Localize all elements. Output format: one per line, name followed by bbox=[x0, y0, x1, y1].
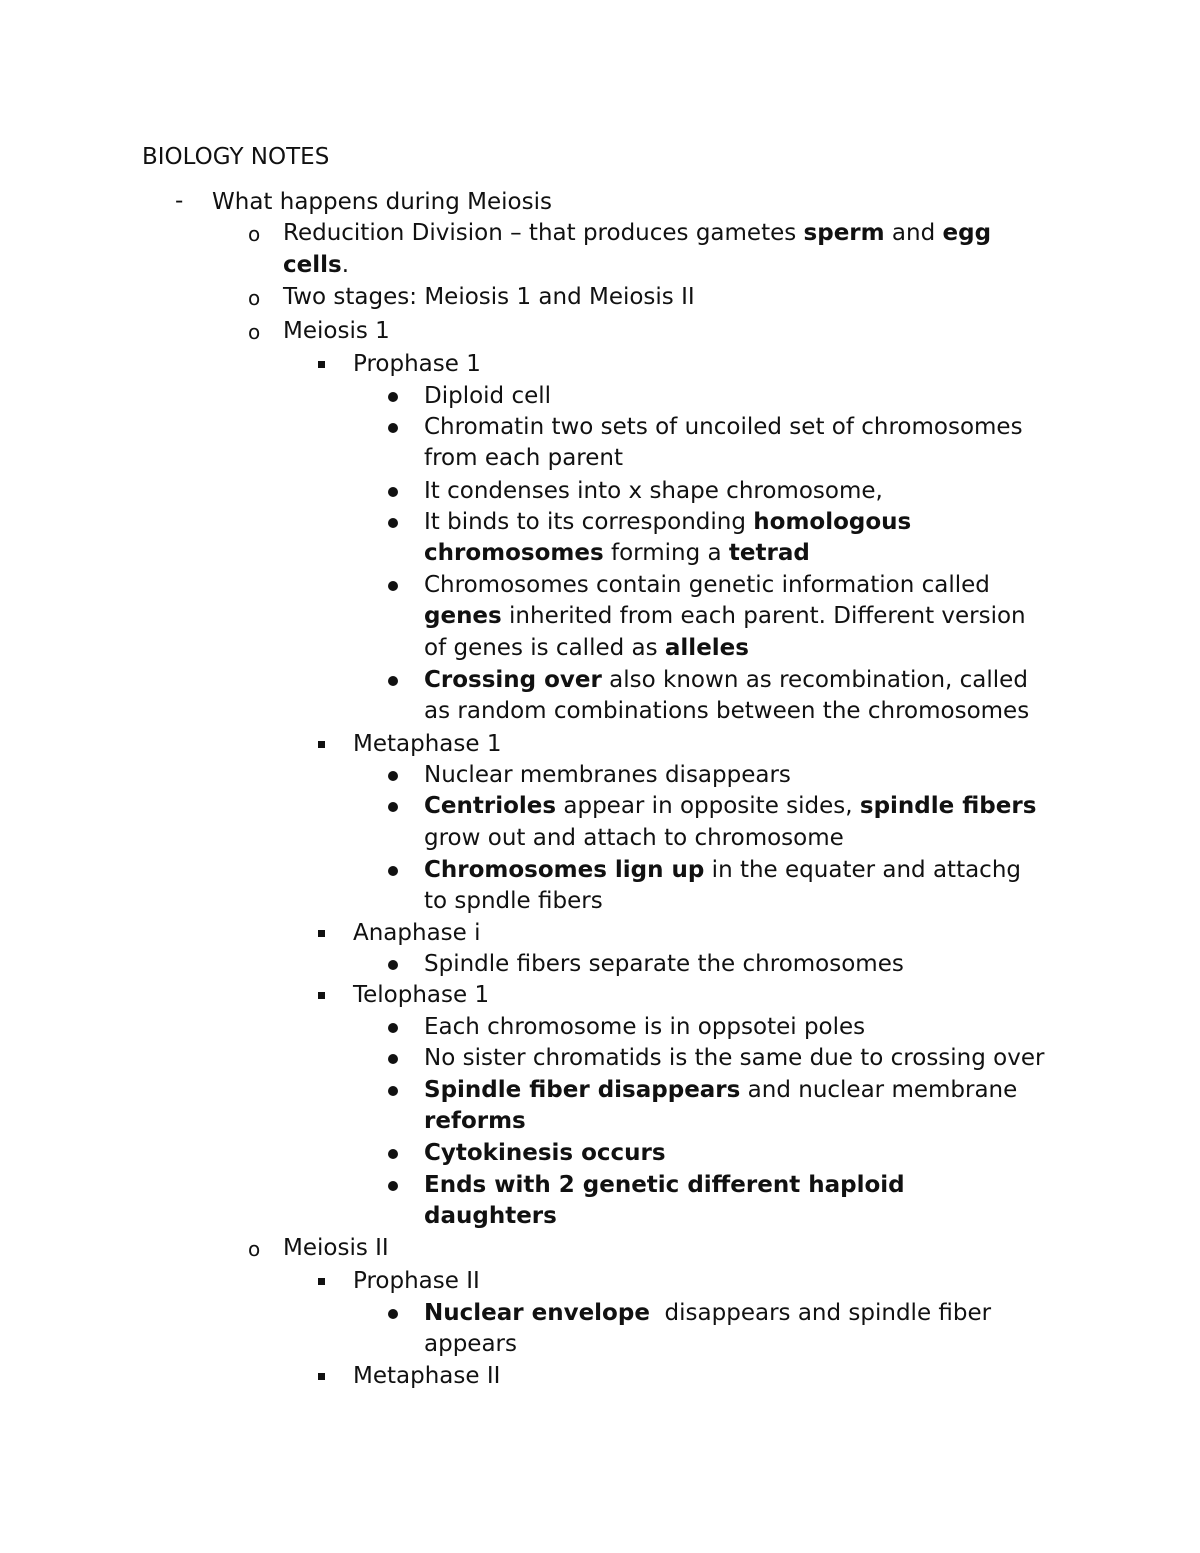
list-item bbox=[353, 349, 481, 381]
square-bullet-icon bbox=[318, 992, 325, 999]
text-run: Chromosomes contain genetic information called bbox=[424, 572, 990, 598]
list-item bbox=[353, 1266, 480, 1298]
list-item-continuation bbox=[283, 250, 349, 282]
text-run: and bbox=[884, 220, 943, 246]
bold-term: genes bbox=[424, 603, 502, 629]
text-run: Metaphase 1 bbox=[353, 731, 502, 757]
dot-bullet-icon bbox=[388, 802, 398, 812]
text-run: appears bbox=[424, 1331, 517, 1357]
list-item bbox=[424, 1138, 666, 1170]
text-run: Two stages: Meiosis 1 and Meiosis II bbox=[283, 284, 695, 310]
dot-bullet-icon bbox=[388, 1086, 398, 1096]
text-run: It condenses into x shape chromosome, bbox=[424, 478, 883, 504]
bold-term: chromosomes bbox=[424, 540, 604, 566]
dot-bullet-icon bbox=[388, 518, 398, 528]
dot-bullet-icon bbox=[388, 1181, 398, 1191]
list-item bbox=[424, 476, 883, 508]
bold-term: Spindle fiber disappears bbox=[424, 1077, 741, 1103]
bold-term: Chromosomes lign up bbox=[424, 857, 705, 883]
text-run: Meiosis 1 bbox=[283, 318, 390, 344]
dot-bullet-icon bbox=[388, 960, 398, 970]
text-run: Spindle fibers separate the chromosomes bbox=[424, 951, 904, 977]
text-run: grow out and attach to chromosome bbox=[424, 825, 844, 851]
circle-bullet-icon: o bbox=[248, 286, 261, 310]
dot-bullet-icon bbox=[388, 581, 398, 591]
list-item-continuation bbox=[424, 823, 844, 855]
list-item bbox=[424, 665, 1028, 697]
dot-bullet-icon bbox=[388, 1149, 398, 1159]
list-item bbox=[353, 918, 481, 950]
dot-bullet-icon bbox=[388, 487, 398, 497]
list-item-continuation bbox=[424, 1201, 557, 1233]
text-run: from each parent bbox=[424, 445, 624, 471]
bold-term: Ends with 2 genetic different haploid bbox=[424, 1172, 905, 1198]
list-item-continuation bbox=[424, 633, 749, 665]
list-item bbox=[424, 1075, 1017, 1107]
text-run: Prophase II bbox=[353, 1268, 480, 1294]
list-item bbox=[283, 282, 695, 314]
text-run: Each chromosome is in oppsotei poles bbox=[424, 1014, 866, 1040]
bold-term: Centrioles bbox=[424, 793, 557, 819]
text-run: Prophase 1 bbox=[353, 351, 481, 377]
text-run: Chromatin two sets of uncoiled set of chromosomes bbox=[424, 414, 1023, 440]
text-run: Telophase 1 bbox=[353, 982, 490, 1008]
bold-term: alleles bbox=[664, 635, 749, 661]
list-item-continuation bbox=[424, 538, 810, 570]
list-item bbox=[424, 855, 1021, 887]
list-item bbox=[212, 187, 552, 219]
square-bullet-icon bbox=[318, 1278, 325, 1285]
list-item bbox=[424, 791, 1036, 823]
text-run: disappears and spindle fiber bbox=[649, 1300, 992, 1326]
dot-bullet-icon bbox=[388, 1054, 398, 1064]
bold-term: reforms bbox=[424, 1108, 526, 1134]
list-item bbox=[424, 570, 990, 602]
list-item bbox=[353, 729, 501, 761]
list-item bbox=[353, 980, 489, 1012]
text-run: No sister chromatids is the same due to crossing over bbox=[424, 1045, 1045, 1071]
text-run: in the equater and attachg bbox=[704, 857, 1022, 883]
text-run: to spndle fibers bbox=[424, 888, 603, 914]
list-item bbox=[424, 412, 1023, 444]
list-item bbox=[353, 1361, 500, 1393]
text-run: Reducition Division – that produces gametes bbox=[283, 220, 804, 246]
bold-term: daughters bbox=[424, 1203, 557, 1229]
list-item bbox=[424, 1170, 905, 1202]
square-bullet-icon bbox=[318, 361, 325, 368]
list-item bbox=[283, 316, 390, 348]
text-run: It binds to its corresponding bbox=[424, 509, 754, 535]
bold-term: sperm bbox=[803, 220, 885, 246]
list-item-continuation bbox=[424, 443, 623, 475]
dot-bullet-icon bbox=[388, 392, 398, 402]
text-run: What happens during Meiosis bbox=[212, 189, 552, 215]
square-bullet-icon bbox=[318, 930, 325, 937]
text-run: Metaphase II bbox=[353, 1363, 501, 1389]
dot-bullet-icon bbox=[388, 771, 398, 781]
list-item bbox=[283, 218, 991, 250]
list-item-continuation bbox=[424, 886, 603, 918]
dash-bullet-icon: - bbox=[175, 188, 184, 214]
bold-term: homologous bbox=[753, 509, 912, 535]
text-run: Nuclear membranes disappears bbox=[424, 762, 791, 788]
circle-bullet-icon: o bbox=[248, 320, 261, 344]
list-item-continuation bbox=[424, 1106, 526, 1138]
bold-term: tetrad bbox=[728, 540, 810, 566]
bold-term: Nuclear envelope bbox=[424, 1300, 650, 1326]
dot-bullet-icon bbox=[388, 676, 398, 686]
dot-bullet-icon bbox=[388, 1309, 398, 1319]
text-run: forming a bbox=[603, 540, 729, 566]
square-bullet-icon bbox=[318, 1373, 325, 1380]
text-run: and nuclear membrane bbox=[740, 1077, 1018, 1103]
list-item-continuation bbox=[424, 696, 1029, 728]
text-run: of genes is called as bbox=[424, 635, 665, 661]
bold-term: Crossing over bbox=[424, 667, 602, 693]
bold-term: cells bbox=[283, 252, 342, 278]
text-run: also known as recombination, called bbox=[601, 667, 1028, 693]
list-item-continuation bbox=[424, 1329, 517, 1361]
text-run: as random combinations between the chromosomes bbox=[424, 698, 1030, 724]
text-run: appear in opposite sides, bbox=[556, 793, 860, 819]
square-bullet-icon bbox=[318, 741, 325, 748]
dot-bullet-icon bbox=[388, 423, 398, 433]
list-item bbox=[424, 507, 911, 539]
list-item bbox=[424, 949, 904, 981]
page-title: BIOLOGY NOTES bbox=[142, 144, 330, 170]
list-item bbox=[424, 760, 791, 792]
bold-term: spindle fibers bbox=[859, 793, 1037, 819]
text-run: . bbox=[341, 252, 350, 278]
dot-bullet-icon bbox=[388, 866, 398, 876]
list-item-continuation bbox=[424, 601, 1026, 633]
list-item bbox=[424, 1298, 991, 1330]
list-item bbox=[424, 381, 551, 413]
dot-bullet-icon bbox=[388, 1023, 398, 1033]
bold-term: egg bbox=[942, 220, 992, 246]
text-run: Anaphase i bbox=[353, 920, 481, 946]
circle-bullet-icon: o bbox=[248, 1237, 261, 1261]
bold-term: Cytokinesis occurs bbox=[424, 1140, 666, 1166]
text-run: Diploid cell bbox=[424, 383, 552, 409]
list-item bbox=[424, 1043, 1044, 1075]
text-run: inherited from each parent. Different version bbox=[501, 603, 1026, 629]
circle-bullet-icon: o bbox=[248, 222, 261, 246]
list-item bbox=[283, 1233, 389, 1265]
list-item bbox=[424, 1012, 865, 1044]
text-run: Meiosis II bbox=[283, 1235, 389, 1261]
